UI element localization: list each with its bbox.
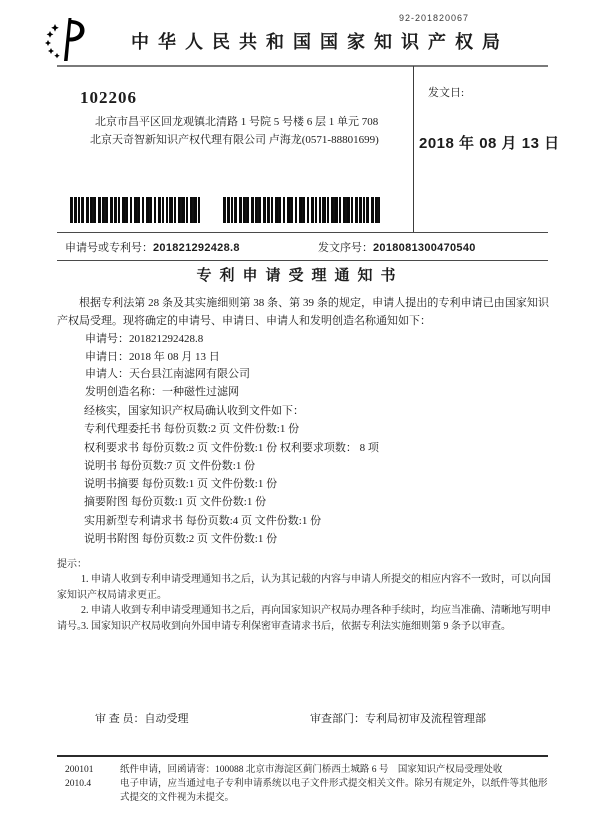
department-row	[310, 710, 486, 726]
document-item: 专利代理委托书 每份页数:2 页 文件份数:1 份	[84, 423, 300, 436]
header-divider	[57, 65, 548, 67]
divider-below-refs	[57, 260, 548, 261]
tips-label: 提示：	[57, 559, 87, 570]
tip-item-1: 1. 申请人收到专利申请受理通知书之后，认为其记载的内容与申请人所提交的相应内容不一致时，可以向国家知识产权局请求更正。	[57, 574, 551, 601]
footer-form-code: 200101	[65, 765, 94, 775]
application-number-label: 申请号或专利号：	[65, 242, 153, 254]
notice-title: 专利申请受理通知书	[196, 268, 404, 284]
barcode-serial-number	[223, 197, 380, 223]
examiner-value: 自动受理	[144, 713, 189, 725]
dispatch-date-label: 发文日:	[428, 87, 465, 99]
dispatch-date-value: 2018 年 08 月 13 日	[419, 135, 560, 152]
tip-item-2: 2. 申请人收到专利申请受理通知书之后，再向国家知识产权局办理各种手续时，均应当准确、清晰地写明申请号。	[57, 605, 551, 632]
office-title: 中华人民共和国国家知识产权局	[131, 32, 509, 52]
application-fields	[85, 331, 250, 401]
application-number-value: 201821292428.8	[153, 242, 240, 254]
document-item: 说明书 每份页数:7 页 文件份数:1 份	[84, 459, 256, 472]
form-number: 92-201820067	[399, 13, 470, 23]
received-intro: 经核实，国家知识产权局确认收到文件如下：	[84, 405, 304, 417]
footer-divider	[57, 755, 548, 757]
footer-row-electronic	[65, 778, 548, 805]
footer-form-revision: 2010.4	[65, 779, 92, 789]
divider-above-refs	[57, 232, 548, 233]
serial-number-label: 发文序号：	[318, 242, 373, 254]
document-item: 实用新型专利请求书 每份页数:4 页 文件份数:1 份	[84, 514, 322, 527]
application-number-row	[65, 239, 240, 255]
serial-number-value: 2018081300470540	[373, 242, 476, 254]
department-label: 审查部门：	[310, 713, 365, 725]
notice-intro-paragraph: 根据专利法第 28 条及其实施细则第 38 条、第 39 条的规定，申请人提出的专利申请已由国家知识产权局受理。现将确定的申请号、申请日、申请人和发明创造名称通知如下：	[57, 297, 549, 327]
barcode-application-number	[70, 197, 200, 223]
footer-note-electronic: 电子申请，应当通过电子专利申请系统以电子文件形式提交相关文件。除另有规定外，以纸件等其他形式提交的文件视为未提交。	[120, 779, 548, 803]
field-application-date: 申请日：2018 年 08 月 13 日	[85, 350, 220, 363]
document-item: 权利要求书 每份页数:2 页 文件份数:1 份 权利要求项数： 8 项	[84, 441, 379, 454]
received-documents-list	[84, 402, 379, 548]
recipient-address: 北京市昌平区回龙观镇北清路 1 号院 5 号楼 6 层 1 单元 708	[95, 116, 379, 128]
examiner-label: 审 查 员：	[95, 713, 145, 725]
recipient-postcode: 102206	[80, 88, 137, 107]
examiner-row	[95, 710, 189, 726]
vertical-divider	[413, 66, 414, 232]
department-value: 专利局初审及流程管理部	[365, 713, 486, 725]
document-item: 说明书摘要 每份页数:1 页 文件份数:1 份	[84, 478, 278, 491]
field-invention-title: 发明创造名称：一种磁性过滤网	[85, 385, 239, 398]
document-item: 说明书附图 每份页数:2 页 文件份数:1 份	[84, 533, 278, 546]
field-application-number: 申请号：201821292428.8	[85, 333, 204, 345]
serial-number-row	[318, 239, 476, 255]
footer-note-paper: 纸件申请，回函请寄：100088 北京市海淀区蓟门桥西土城路 6 号 国家知识产权局受理处收	[120, 765, 503, 775]
field-applicant: 申请人：天台县江南滤网有限公司	[85, 368, 250, 380]
cnipa-logo-icon	[44, 16, 86, 67]
footer-row-paper	[65, 764, 548, 778]
document-item: 摘要附图 每份页数:1 页 文件份数:1 份	[84, 496, 267, 509]
recipient-agency: 北京天奇智新知识产权代理有限公司 卢海龙(0571-88801699)	[90, 134, 379, 146]
tip-item-3: 3. 国家知识产权局收到向外国申请专利保密审查请求书后，依据专利法实施细则第 9 条予以审查。	[81, 621, 511, 632]
